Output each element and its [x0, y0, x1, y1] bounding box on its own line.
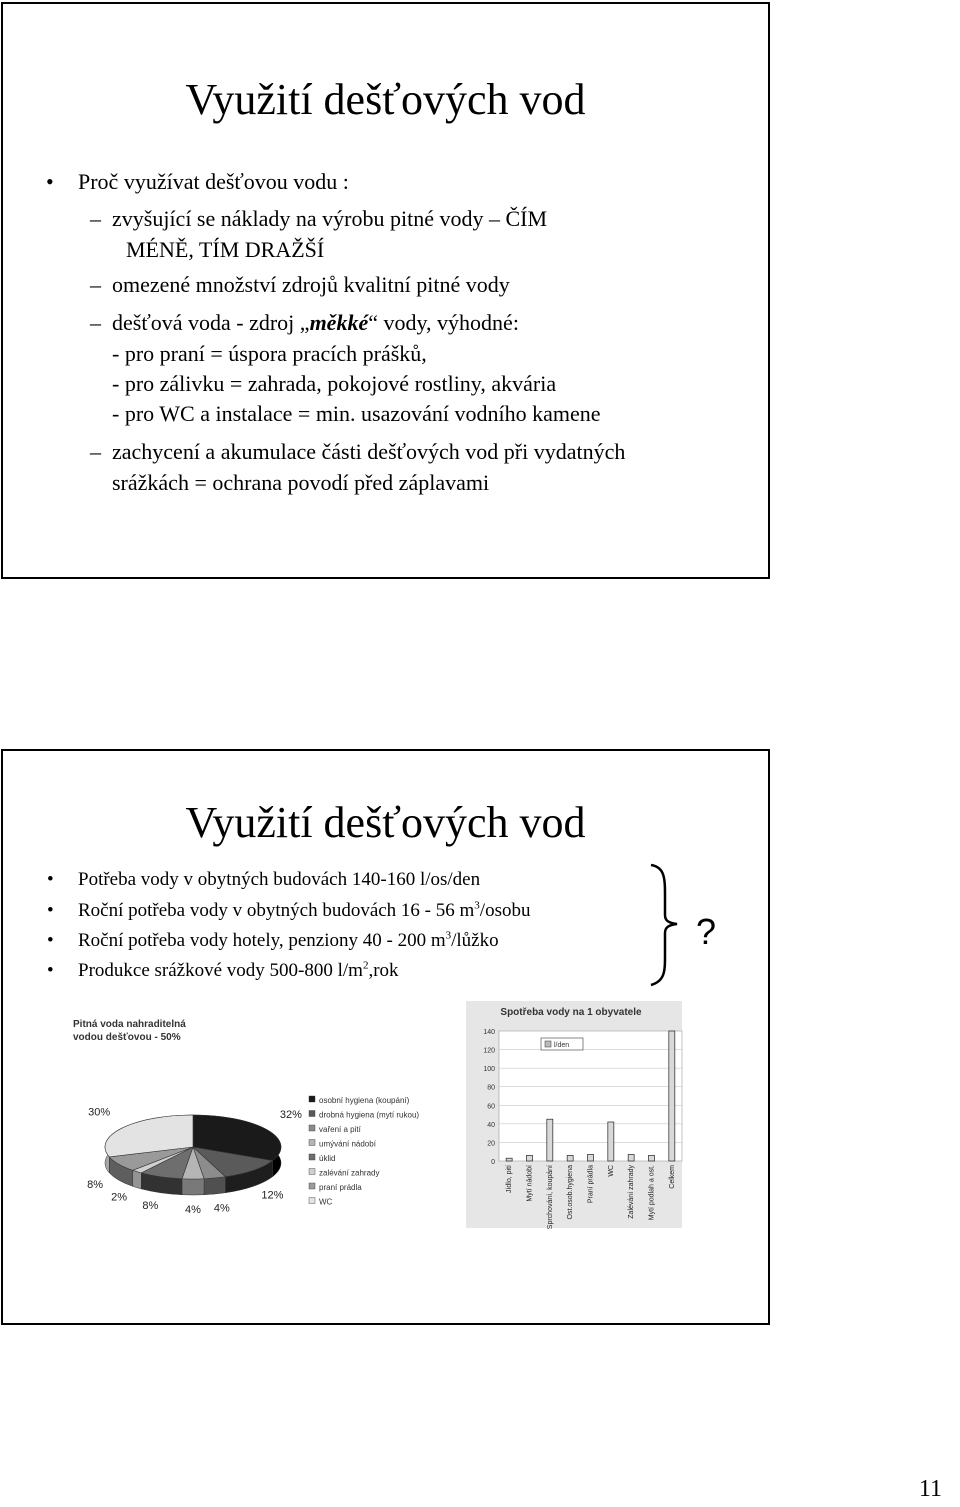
dash-icon: – — [90, 439, 101, 464]
pie-legend-swatch — [309, 1140, 315, 1146]
bullet-icon: • — [47, 930, 54, 951]
x-tick-label: Mytí podlah a ost. — [648, 1165, 656, 1221]
pie-slice-label: 2% — [111, 1191, 128, 1204]
bar — [608, 1122, 614, 1161]
list-item — [90, 307, 519, 338]
pie-legend-swatch — [309, 1198, 315, 1204]
bullet-icon: • — [47, 869, 54, 890]
pie-legend-label: vaření a pití — [319, 1125, 361, 1134]
x-tick-label: Praní prádla — [587, 1165, 595, 1204]
x-tick-label: WC — [607, 1165, 615, 1177]
pie-chart-title-line1: Pitná voda nahraditelná — [73, 1019, 186, 1030]
list-item-text: Roční potřeba vody v obytných budovách 16 - 56 m — [78, 900, 475, 921]
bar — [506, 1158, 512, 1161]
list-item — [47, 959, 399, 983]
main-bullet — [46, 167, 349, 197]
pie-slice-side — [133, 1170, 142, 1189]
dash-icon: – — [90, 310, 101, 335]
pie-slice-side — [182, 1179, 204, 1195]
slide-1 — [1, 2, 770, 579]
list-item-text: Produkce srážkové vody 500-800 l/m — [78, 960, 363, 981]
x-tick-label: Zalévání zahrady — [628, 1165, 636, 1219]
pie-slice-label: 4% — [213, 1202, 230, 1215]
bar — [588, 1155, 594, 1162]
bar-chart-title: Spotřeba vody na 1 obyvatele — [500, 1007, 642, 1018]
x-tick-label: Mytí nádobí — [526, 1165, 534, 1202]
list-item — [90, 269, 510, 300]
bullet-icon: • — [46, 169, 54, 194]
bar-chart-svg — [466, 1001, 682, 1228]
pie-slice-side — [204, 1177, 225, 1195]
superscript: 3 — [445, 929, 452, 942]
pie-legend-swatch — [309, 1183, 315, 1189]
list-item-line: zachycení a akumulace části dešťových vod při vydatných — [112, 439, 626, 464]
list-item-text: ,rok — [368, 960, 399, 981]
slide-2-title: Využití dešťových vod — [185, 798, 586, 847]
list-item-text: Roční potřeba vody hotely, penziony 40 - 200 m — [78, 930, 446, 951]
y-tick-label: 140 — [483, 1029, 495, 1036]
y-tick-label: 80 — [487, 1084, 495, 1092]
bar — [669, 1031, 675, 1161]
pie-slice-label: 8% — [87, 1178, 104, 1191]
curly-brace-icon — [643, 859, 693, 989]
bar — [547, 1119, 553, 1161]
bar-legend-swatch — [545, 1041, 551, 1047]
y-tick-label: 40 — [487, 1121, 495, 1129]
bar — [567, 1155, 573, 1161]
pie-legend-swatch — [309, 1169, 315, 1175]
emphasized-word: měkké — [309, 310, 369, 335]
sub-line: - pro praní = úspora pracích prášků, — [112, 341, 427, 366]
slide-2 — [1, 749, 770, 1325]
list-item — [47, 929, 499, 953]
pie-slice-label: 8% — [142, 1200, 159, 1213]
list-item — [90, 436, 626, 498]
bar-legend-label: l/den — [554, 1042, 570, 1049]
list-item-line: omezené množství zdrojů kvalitní pitné vody — [112, 272, 510, 297]
bar-chart — [466, 1001, 682, 1228]
y-tick-label: 60 — [487, 1103, 495, 1111]
question-mark: ? — [696, 911, 717, 952]
pie-legend-swatch — [309, 1111, 315, 1117]
bar — [628, 1155, 634, 1162]
x-tick-label: Celkem — [668, 1165, 676, 1189]
y-tick-label: 0 — [491, 1159, 495, 1166]
superscript: 3 — [474, 899, 480, 912]
x-tick-label: Jídlo, pití — [506, 1165, 514, 1194]
pie-legend-label: zalévání zahrady — [319, 1168, 380, 1178]
main-bullet-text: Proč využívat dešťovou vodu : — [78, 169, 349, 194]
x-tick-label: Ost.osob.hygiena — [567, 1165, 575, 1220]
pie-slice-label: 4% — [185, 1204, 201, 1216]
list-item-text: /osobu — [479, 900, 531, 921]
list-item-line: MÉNĚ, TÍM DRAŽŠÍ — [126, 237, 325, 262]
pie-chart — [53, 1009, 453, 1216]
x-tick-label: Sprchování, koupání — [546, 1165, 554, 1230]
bar — [649, 1155, 655, 1161]
pie-legend-label: úklid — [319, 1154, 336, 1163]
list-item-text: dešťová voda - zdroj „ — [112, 310, 310, 335]
pie-legend-label: osobní hygiena (koupání) — [319, 1096, 410, 1105]
y-tick-label: 20 — [487, 1140, 495, 1148]
pie-legend-swatch — [309, 1096, 315, 1102]
slide-1-title: Využití dešťových vod — [185, 75, 586, 124]
page-number: 11 — [918, 1476, 942, 1502]
list-item-line: zvyšující se náklady na výrobu pitné vody – ČÍM — [112, 206, 548, 231]
dash-icon: – — [90, 206, 101, 231]
y-tick-label: 100 — [483, 1066, 495, 1074]
plot-area — [499, 1031, 682, 1161]
list-item-text: /lůžko — [451, 930, 499, 951]
bar — [527, 1155, 533, 1161]
dash-icon: – — [90, 272, 101, 297]
y-tick-label: 120 — [483, 1047, 495, 1055]
bullet-icon: • — [47, 960, 54, 981]
list-item — [90, 203, 548, 265]
pie-legend-label: drobná hygiena (mytí rukou) — [319, 1110, 420, 1120]
list-item — [47, 899, 531, 923]
bullet-icon: • — [47, 900, 54, 921]
sub-line: - pro zálivku = zahrada, pokojové rostliny, akvária — [112, 371, 557, 396]
pie-chart-title-line2: vodou dešťovou - 50% — [73, 1032, 181, 1043]
pie-legend-label: praní prádla — [319, 1183, 362, 1192]
sub-line: - pro WC a instalace = min. usazování vodního kamene — [112, 401, 601, 426]
list-item-text: “ vody, výhodné: — [368, 310, 519, 335]
pie-slice-label: 32% — [279, 1109, 302, 1122]
pie-slice-label: 30% — [88, 1106, 111, 1119]
pie-legend-swatch — [309, 1154, 315, 1160]
pie-chart-svg — [53, 1009, 453, 1216]
list-item-text: Potřeba vody v obytných budovách 140-160 l/os/den — [78, 869, 481, 890]
list-item-line: srážkách = ochrana povodí před záplavami — [112, 470, 490, 495]
superscript: 2 — [362, 959, 369, 972]
pie-legend-swatch — [309, 1125, 315, 1131]
list-item — [47, 868, 481, 892]
pie-slice-label: 12% — [261, 1189, 284, 1202]
pie-legend-label: umývání nádobí — [319, 1139, 376, 1149]
pie-legend-label: WC — [319, 1197, 333, 1207]
